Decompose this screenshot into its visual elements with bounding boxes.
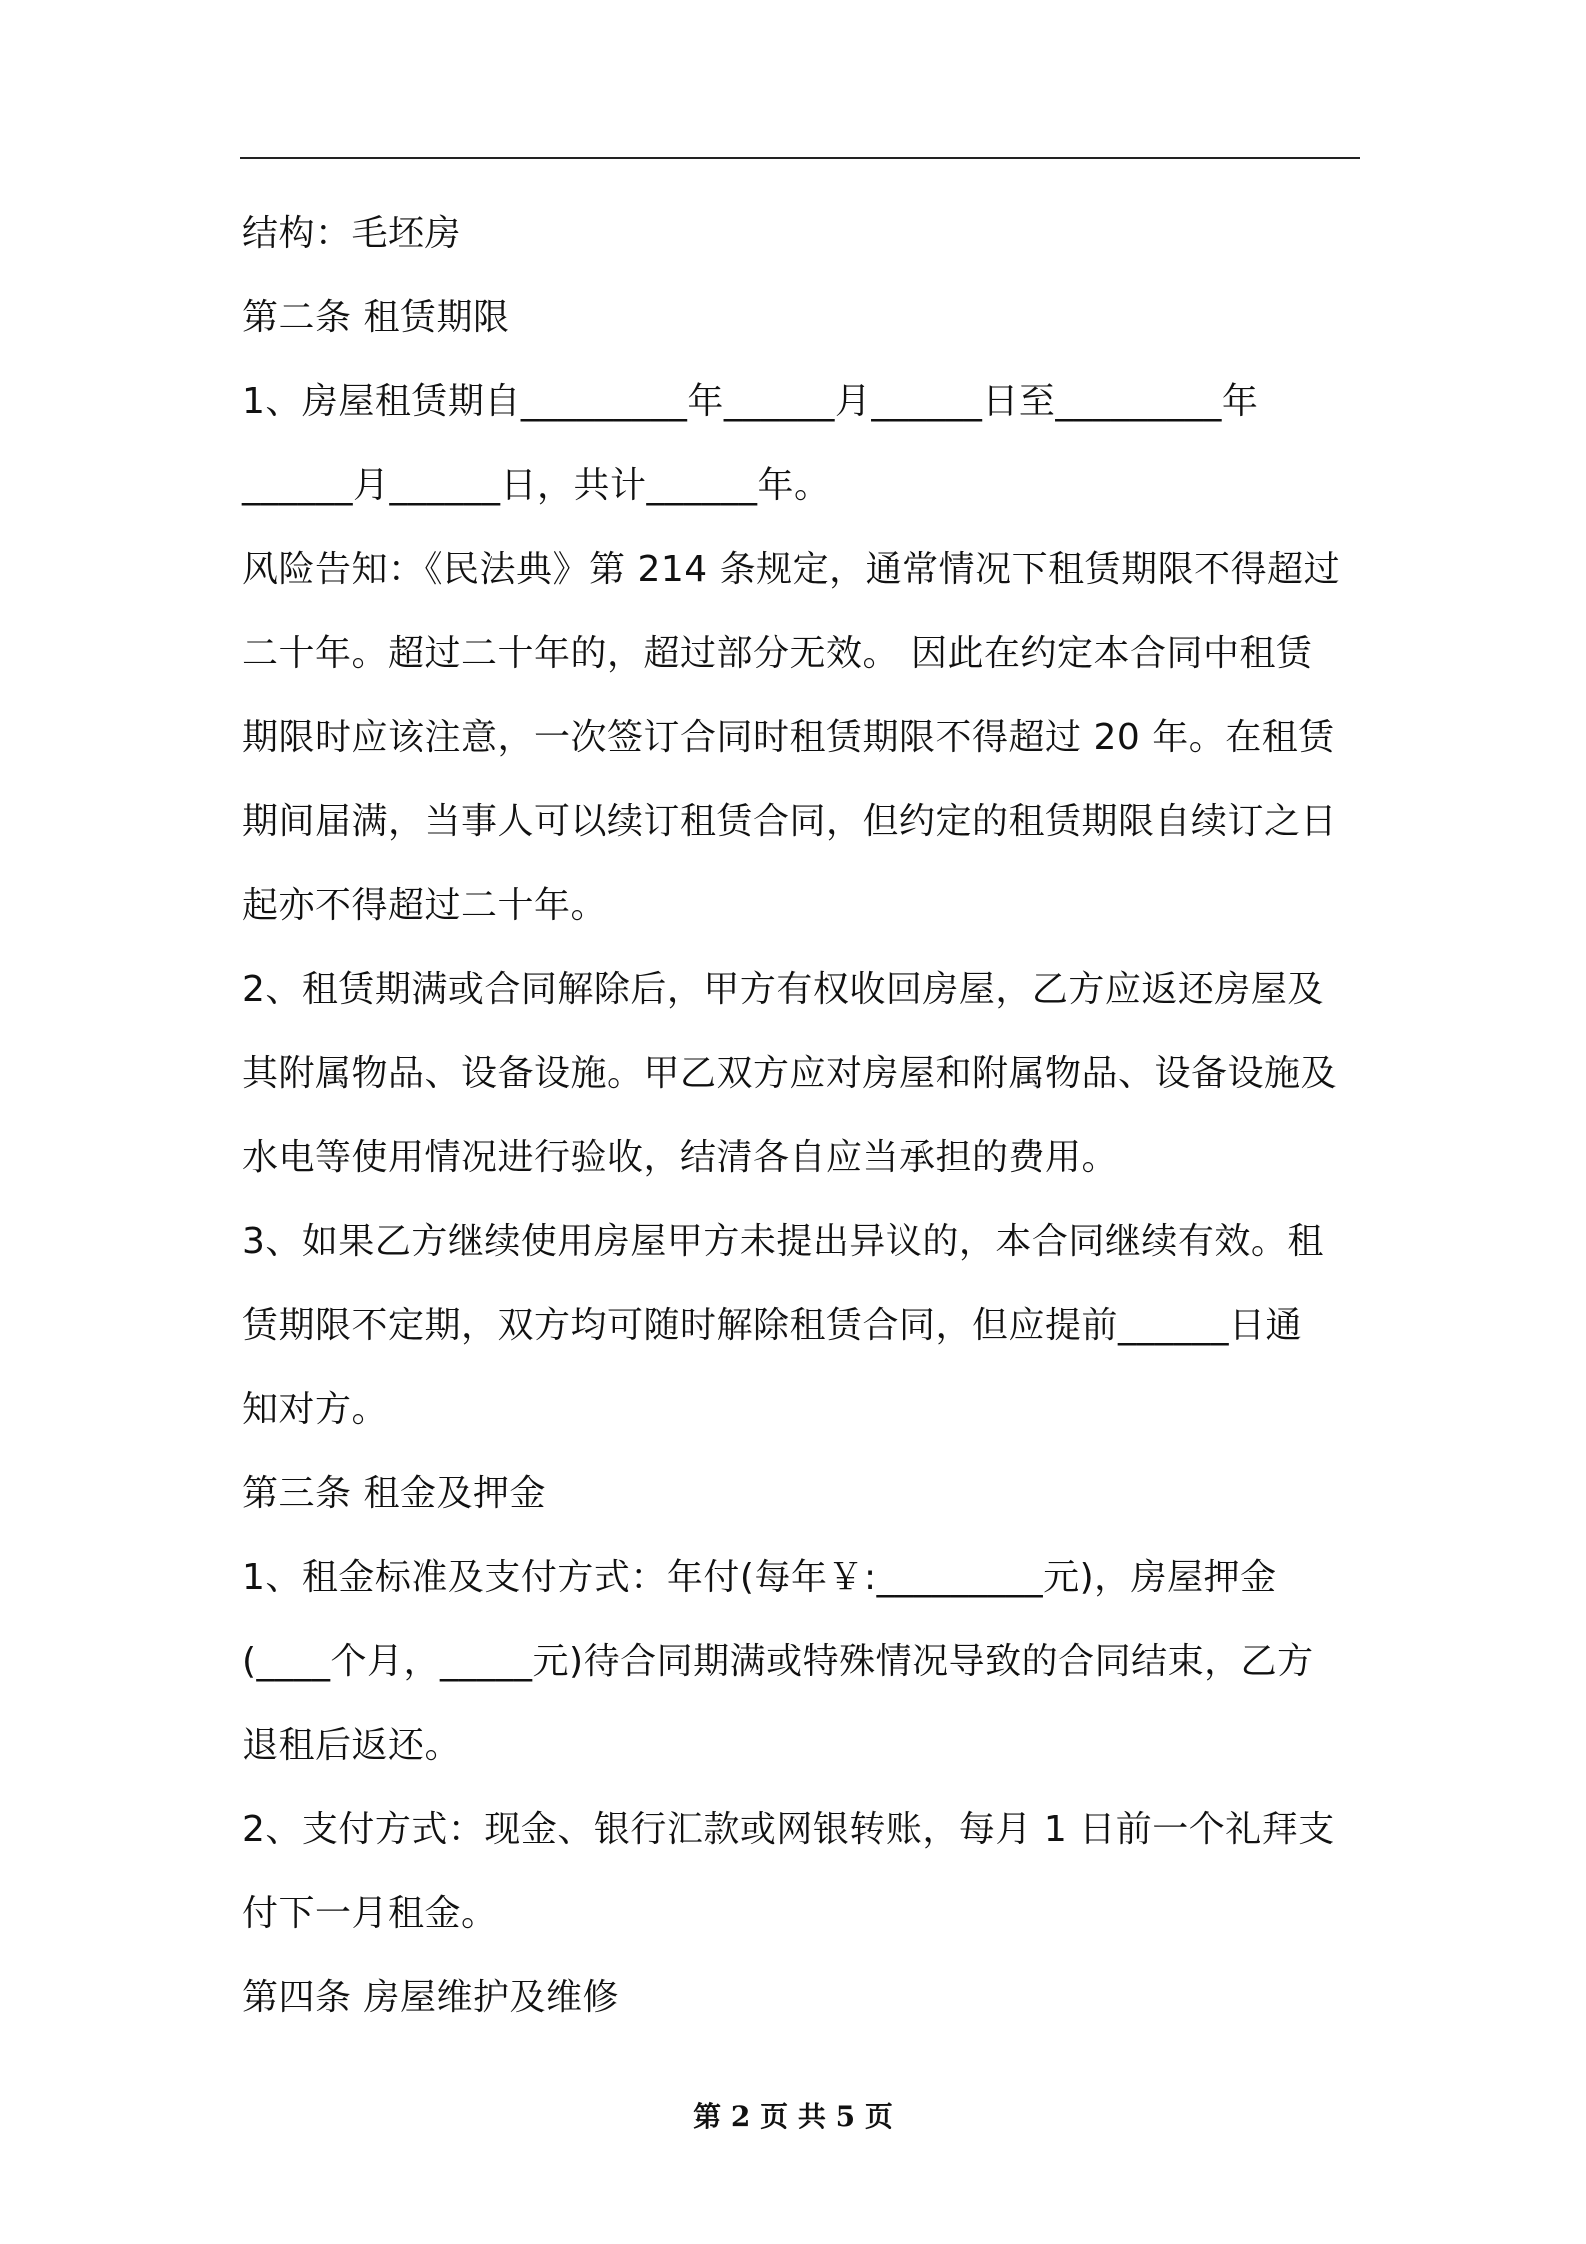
clause-2-2-line-1: 2、租赁期满或合同解除后，甲方有权收回房屋，乙方应返还房屋及 [242, 969, 1324, 1010]
risk-notice-line-4: 期间届满，当事人可以续订租赁合同，但约定的租赁期限自续订之日 [242, 801, 1338, 842]
section-heading-lease-term: 第二条 租赁期限 [242, 297, 510, 338]
page-number: 第 2 页 共 5 页 [693, 2100, 893, 2133]
risk-notice-line-5: 起亦不得超过二十年。 [242, 885, 608, 926]
clause-2-1-line-1: 1、房屋租赁期自_________年______月______日至_________年 [242, 381, 1259, 422]
clause-2-1-line-2: ______月______日，共计______年。 [242, 465, 831, 506]
clause-2-2-line-2: 其附属物品、设备设施。甲乙双方应对房屋和附属物品、设备设施及 [242, 1053, 1338, 1094]
document-body [242, 192, 1357, 2040]
clause-3-1-line-2: (____个月，_____元)待合同期满或特殊情况导致的合同结束，乙方 [242, 1641, 1314, 1682]
risk-notice-line-2: 二十年。超过二十年的，超过部分无效。 因此在约定本合同中租赁 [242, 633, 1313, 674]
risk-notice-line-1: 风险告知：《民法典》第 214 条规定，通常情况下租赁期限不得超过 [242, 549, 1341, 590]
clause-2-3-line-2: 赁期限不定期，双方均可随时解除租赁合同，但应提前______日通 [242, 1305, 1303, 1346]
clause-2-3-line-1: 3、如果乙方继续使用房屋甲方未提出异议的，本合同继续有效。租 [242, 1221, 1324, 1262]
line-structure: 结构：毛坯房 [242, 213, 462, 254]
clause-2-3-line-3: 知对方。 [242, 1389, 389, 1430]
clause-3-1-line-1: 1、租金标准及支付方式：年付(每年￥:_________元)，房屋押金 [242, 1557, 1277, 1598]
clause-3-1-line-3: 退租后返还。 [242, 1725, 462, 1766]
section-heading-rent-deposit: 第三条 租金及押金 [242, 1473, 546, 1514]
header-rule [240, 157, 1360, 159]
clause-3-2-line-1: 2、支付方式：现金、银行汇款或网银转账，每月 1 日前一个礼拜支 [242, 1809, 1335, 1850]
section-heading-maintenance: 第四条 房屋维护及维修 [242, 1977, 619, 2018]
risk-notice-line-3: 期限时应该注意，一次签订合同时租赁期限不得超过 20 年。在租赁 [242, 717, 1335, 758]
clause-3-2-line-2: 付下一月租金。 [242, 1893, 498, 1934]
clause-2-2-line-3: 水电等使用情况进行验收，结清各自应当承担的费用。 [242, 1137, 1119, 1178]
